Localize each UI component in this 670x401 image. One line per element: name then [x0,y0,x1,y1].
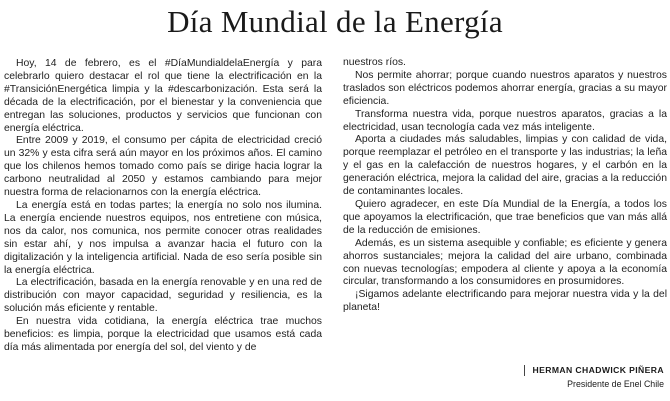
article-title: Día Mundial de la Energía [167,4,503,39]
paragraph: La electrificación, basada en la energía renovable y en una red de distribución con mayor capacidad, seguridad y resiliencia, es la solución más eficiente y rentable. [4,277,322,315]
paragraph: Nos permite ahorrar; porque cuando nuestros aparatos y nuestros traslados son eléctricos podemos ahorrar energía, gracias a su mayor eficiencia. [343,69,667,107]
article-left-column [4,58,322,355]
article-right-column [343,57,667,315]
author-name: HERMAN CHADWICK PIÑERA [524,365,665,376]
author-signature [524,365,665,390]
paragraph: Hoy, 14 de febrero, es el #DíaMundialdelaEnergía y para celebrarlo quiero destacar el rol que tiene la electrificación en la #TransiciónEnergética limpia y la #descarbonización. Esta será la década de la electrificación, por el bienestar y la conveniencia que entregan las soluciones, productos y servicios que funcionan con energía eléctrica. [4,58,322,134]
paragraph: La energía está en todas partes; la energía no solo nos ilumina. La energía enciende nuestros equipos, nos entretiene con música, nos da calor, nos comunica, nos permite conocer otras realidades sin estar ahí, y nos impulsa a avanzar hacia el futuro con la digitalización y la inteligencia artificial. Nada de eso sería posible sin la energía eléctrica. [4,199,322,276]
author-role: Presidente de Enel Chile [567,379,664,389]
paragraph: Además, es un sistema asequible y confiable; es eficiente y genera ahorros sustanciales; mejora la calidad del aire urbano, combinada con nuevas tecnologías; empodera al cliente y apoya a la economía circular, transformando a los consumidores en prosumidores. [343,237,667,288]
paragraph: Quiero agradecer, en este Día Mundial de la Energía, a todos los que apoyamos la electrificación, que trae beneficios que van más allá de la reducción de emisiones. [343,198,667,236]
paragraph: Aporta a ciudades más saludables, limpias y con calidad de vida, porque reemplazar el petróleo en el transporte y las industrias; la leña y el gas en la calefacción de nuestros hogares, y el carbón en la generación eléctrica, mejora la calidad del aire, gracias a la reducción de contaminantes locales. [343,134,667,198]
paragraph: Transforma nuestra vida, porque nuestros aparatos, gracias a la electricidad, usan tecnología cada vez más inteligente. [343,108,667,133]
paragraph-continuation: nuestros ríos. [343,57,406,68]
paragraph: En nuestra vida cotidiana, la energía eléctrica trae muchos beneficios: es limpia, porque la electricidad que usamos está cada día más alimentada por energía del sol, del viento y de [4,316,322,353]
paragraph: Entre 2009 y 2019, el consumo per cápita de electricidad creció un 32% y esta cifra será aún mayor en los próximos años. El camino que los chilenos hemos tomado como país se dirige hacia lograr la carbono neutralidad al 2050 y estamos cambiando para mejor nuestra forma de relacionarnos con la energía eléctrica. [4,135,322,199]
paragraph: ¡Sigamos adelante electrificando para mejorar nuestra vida y la del planeta! [343,289,667,314]
